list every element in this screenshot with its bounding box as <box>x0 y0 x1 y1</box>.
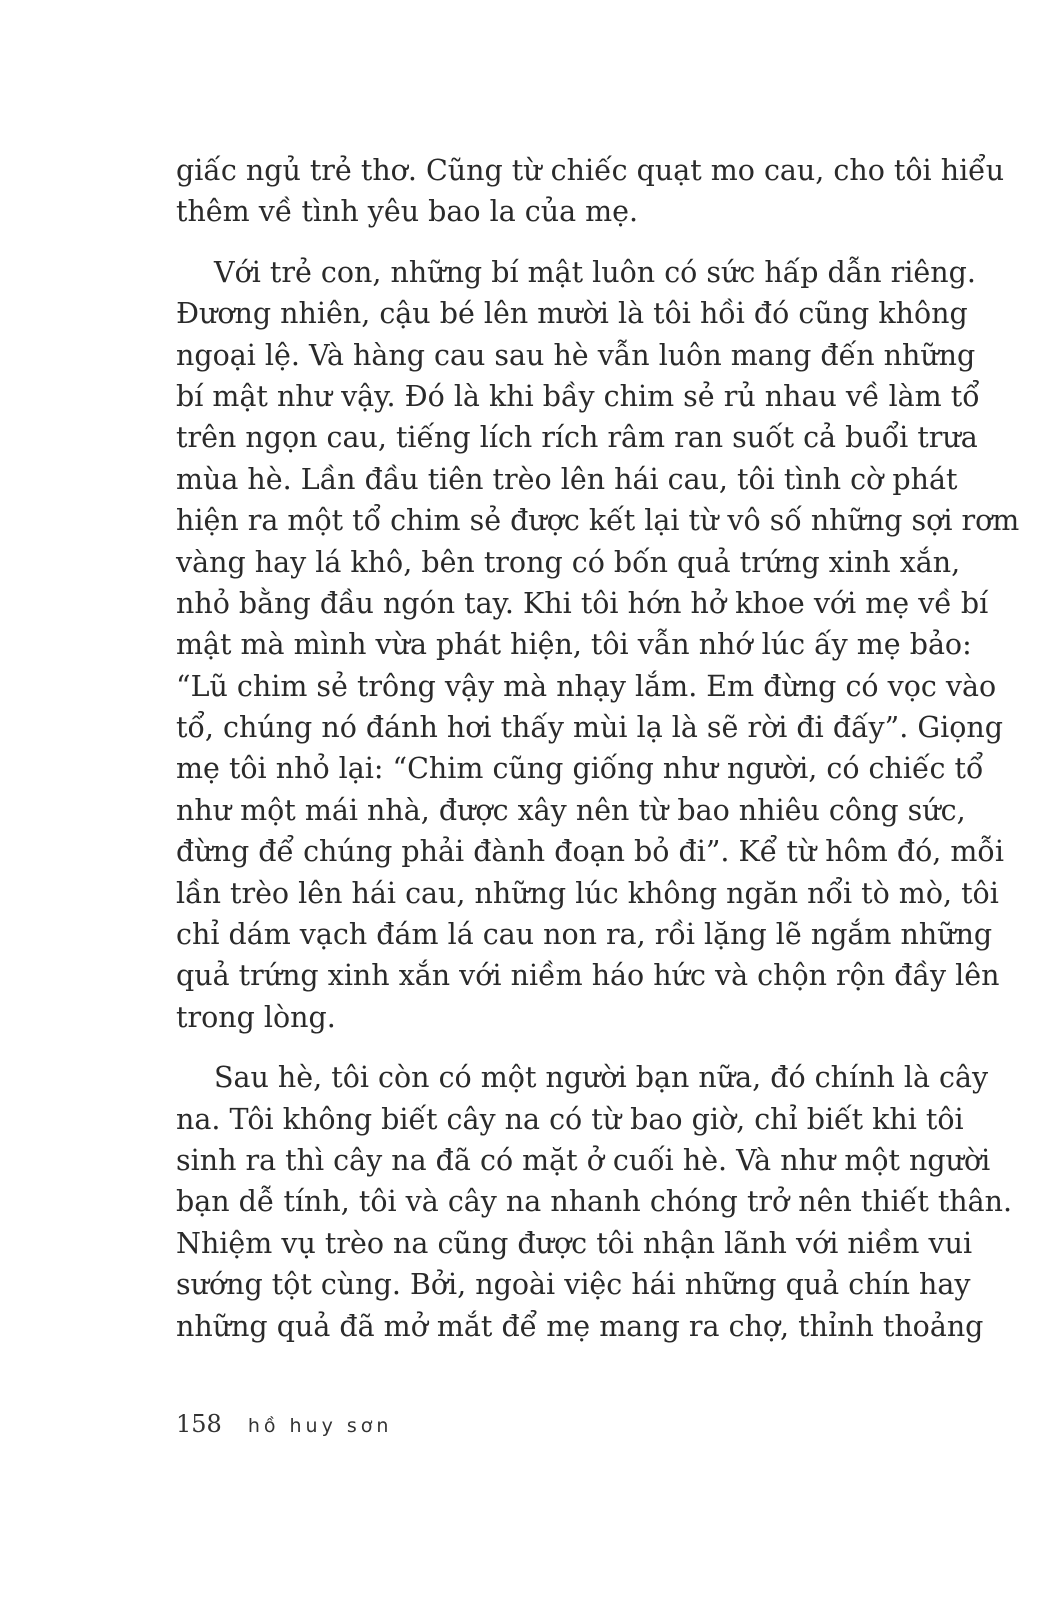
text-line: đừng để chúng phải đành đoạn bỏ đi”. Kể từ hôm đó, mỗi <box>176 835 1004 869</box>
text-line: tổ, chúng nó đánh hơi thấy mùi lạ là sẽ rời đi đấy”. Giọng <box>176 711 1003 745</box>
text-line: quả trứng xinh xắn với niềm háo hức và chộn rộn đầy lên <box>176 959 1000 993</box>
text-line: hiện ra một tổ chim sẻ được kết lại từ vô số những sợi rơm <box>176 504 1020 538</box>
text-line: vàng hay lá khô, bên trong có bốn quả trứng xinh xắn, <box>176 545 961 579</box>
paragraph-1 <box>176 150 1005 233</box>
page-number: 158 <box>176 1410 222 1438</box>
text-line: trên ngọn cau, tiếng lích rích râm ran suốt cả buổi trưa <box>176 421 978 455</box>
text-line: bạn dễ tính, tôi và cây na nhanh chóng trở nên thiết thân. <box>176 1185 1013 1219</box>
paragraph-3 <box>176 1057 1013 1347</box>
text-line: “Lũ chim sẻ trông vậy mà nhạy lắm. Em đừng có vọc vào <box>176 669 997 703</box>
text-line: mẹ tôi nhỏ lại: “Chim cũng giống như người, có chiếc tổ <box>176 752 984 786</box>
paragraph-2 <box>176 252 1020 1038</box>
text-line: thêm về tình yêu bao la của mẹ. <box>176 195 639 229</box>
text-line: trong lòng. <box>176 1000 336 1034</box>
paragraph-spacer <box>176 1038 882 1057</box>
text-line: sinh ra thì cây na đã có mặt ở cuối hè. Và như một người <box>176 1143 991 1177</box>
page-footer <box>176 1410 392 1438</box>
text-line: ngoại lệ. Và hàng cau sau hè vẫn luôn mang đến những <box>176 338 976 372</box>
paragraph-spacer <box>176 233 882 252</box>
text-line: Nhiệm vụ trèo na cũng được tôi nhận lãnh với niềm vui <box>176 1226 973 1260</box>
text-line: chỉ dám vạch đám lá cau non ra, rồi lặng lẽ ngắm những <box>176 918 993 952</box>
text-line: bí mật như vậy. Đó là khi bầy chim sẻ rủ nhau về làm tổ <box>176 379 980 413</box>
text-line: mật mà mình vừa phát hiện, tôi vẫn nhớ lúc ấy mẹ bảo: <box>176 628 972 662</box>
body-text <box>176 150 1020 1347</box>
text-line: nhỏ bằng đầu ngón tay. Khi tôi hớn hở khoe với mẹ về bí <box>176 586 989 620</box>
text-line: mùa hè. Lần đầu tiên trèo lên hái cau, tôi tình cờ phát <box>176 462 958 496</box>
text-line: như một mái nhà, được xây nên từ bao nhiêu công sức, <box>176 793 966 827</box>
text-line: na. Tôi không biết cây na có từ bao giờ, chỉ biết khi tôi <box>176 1102 964 1136</box>
text-line: giấc ngủ trẻ thơ. Cũng từ chiếc quạt mo cau, cho tôi hiểu <box>176 154 1005 187</box>
running-author: hồ huy sơn <box>247 1415 393 1437</box>
text-line: Sau hè, tôi còn có một người bạn nữa, đó chính là cây <box>214 1061 989 1095</box>
text-line: Đương nhiên, cậu bé lên mười là tôi hồi đó cũng không <box>176 297 968 331</box>
text-line: Với trẻ con, những bí mật luôn có sức hấp dẫn riêng. <box>214 255 976 289</box>
text-line: sướng tột cùng. Bởi, ngoài việc hái những quả chín hay <box>176 1268 971 1302</box>
text-line: lần trèo lên hái cau, những lúc không ngăn nổi tò mò, tôi <box>176 876 999 910</box>
text-line: những quả đã mở mắt để mẹ mang ra chợ, thỉnh thoảng <box>176 1309 984 1343</box>
